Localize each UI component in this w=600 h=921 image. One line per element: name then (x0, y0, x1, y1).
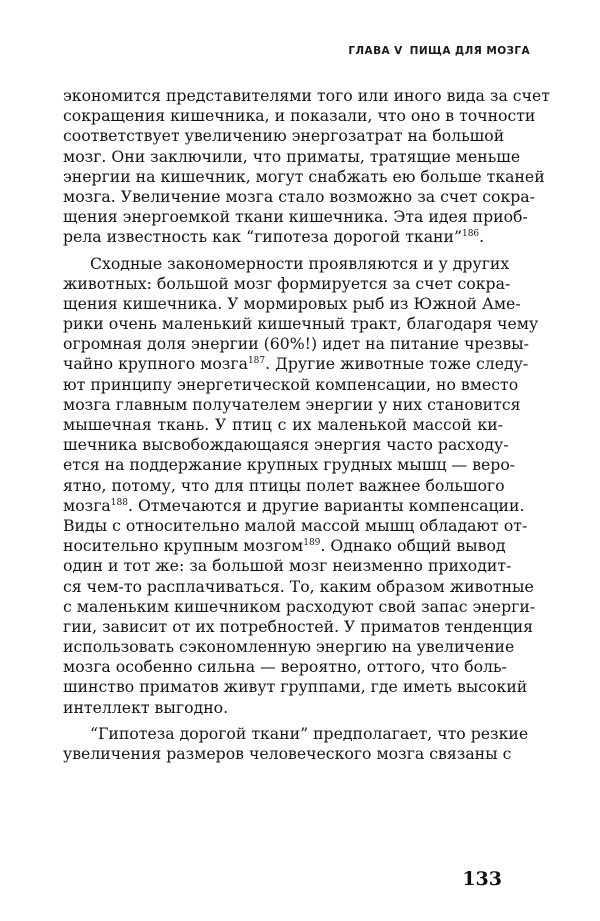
chapter-label: ГЛАВА V (348, 45, 403, 57)
text-line (63, 354, 529, 374)
text-fragment: . Отмечаются и другие варианты компенсации. (127, 495, 525, 515)
text-line: Сходные закономерности проявляются и у других (90, 253, 510, 273)
text-line: рики очень маленький кишечный тракт, благодаря чему (63, 314, 539, 334)
text-line (63, 495, 525, 516)
chapter-title: ПИЩА ДЛЯ МОЗГА (409, 45, 530, 57)
text-line: сокращения кишечника, и показали, что оно в точности (63, 106, 536, 126)
text-line (63, 536, 506, 556)
text-line: рела известность как “гипотеза дорогой ткани”$^{186}$. (63, 227, 485, 247)
text-line: экономится представителями того или иного вида за счет (63, 86, 550, 105)
footnote-ref[interactable]: 188 (110, 497, 128, 508)
paragraph (63, 86, 550, 248)
footnote-ref[interactable]: 189 (303, 538, 321, 549)
text-line: интеллект выгодно. (63, 697, 229, 717)
text-line: мозга главным получателем энергии у них становится (63, 394, 521, 414)
paragraph (63, 723, 529, 764)
text-fragment: чайно крупного мозга (63, 354, 248, 374)
running-header (348, 45, 530, 57)
text-line: ют принципу энергетической компенсации, но вместо (63, 374, 519, 394)
text-line: ся чем-то расплачиваться. То, каким образом животные (63, 576, 534, 596)
text-line: с маленьким кишечником расходуют свой запас энерги- (63, 596, 536, 616)
text-fragment: . Другие животные тоже следу- (265, 354, 529, 374)
text-line: Виды с относительно малой массой мышц обладают от- (63, 515, 528, 535)
text-line: один и тот же: за большой мозг неизменно приходит- (63, 556, 512, 576)
text-line: огромная доля энергии (60%!) идет на питание чрезвы- (63, 334, 529, 354)
text-line: мозг. Они заключили, что приматы, тратящие меньше (63, 146, 521, 166)
text-line: шинство приматов живут группами, где иметь высокий (63, 677, 528, 697)
text-line: соответствует увеличению энергозатрат на большой (63, 126, 505, 146)
text-fragment: мозга (63, 495, 111, 515)
text-line: увеличения размеров человеческого мозга связаны с (63, 744, 512, 763)
page-number: 133 (462, 868, 502, 890)
text-line: мозга особенно сильна — вероятно, оттого, что боль- (63, 657, 507, 677)
text-line: мышечная ткань. У птиц с их маленькой массой ки- (63, 415, 503, 434)
text-fragment: рела известность как “гипотеза дорогой ткани” (63, 227, 462, 247)
text-fragment: . Однако общий вывод (320, 536, 506, 556)
text-line: шечника высвобождающаяся энергия часто расходу- (63, 435, 509, 455)
text-line: мозга. Увеличение мозга стало возможно за счет сокра- (63, 186, 535, 206)
text-line: ятно, потому, что для птицы полет важнее большого (63, 475, 505, 495)
text-line: энергии на кишечник, могут снабжать ею больше тканей (63, 166, 545, 186)
footnote-ref[interactable]: 186 (461, 229, 480, 240)
text-line: животных: большой мозг формируется за счет сокра- (63, 273, 511, 293)
footnote-ref[interactable]: 187 (247, 356, 266, 367)
text-line: гии, зависит от их потребностей. У приматов тенденция (63, 616, 534, 636)
body-text (63, 86, 550, 764)
text-line: ется на поддержание крупных грудных мышц — веро- (63, 455, 516, 475)
text-line: щения кишечника. У мормировых рыб из Южной Аме- (63, 293, 521, 313)
text-fragment: носительно крупным мозгом (63, 536, 304, 556)
paragraph (63, 253, 539, 718)
text-line: “Гипотеза дорогой ткани” предполагает, что резкие (90, 723, 529, 743)
text-line: щения энергоемкой ткани кишечника. Эта идея приоб- (63, 207, 528, 227)
text-line: использовать сэкономленную энергию на увеличение (63, 637, 515, 657)
